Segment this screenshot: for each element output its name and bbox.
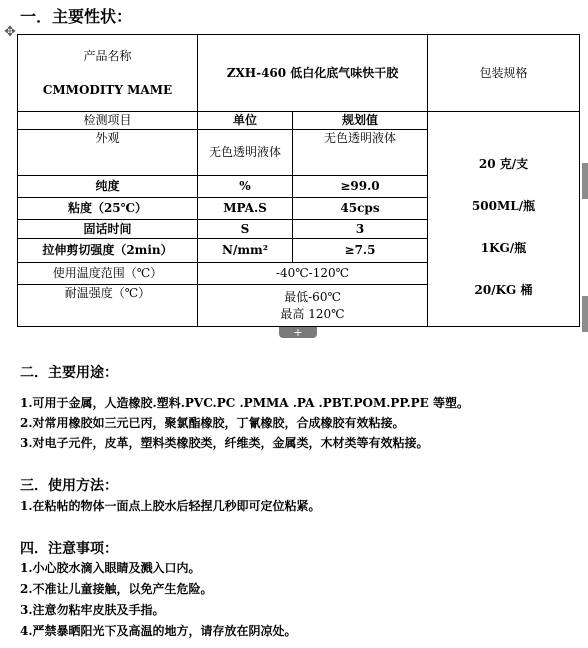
usage-item: 2.对常用橡胶如三元已丙，聚氯酯橡胶，丁氰橡胶，合成橡胶有效粘接。 [20,416,405,430]
scroll-tab[interactable] [582,296,588,332]
table-move-icon[interactable]: ✥ [4,24,16,40]
heat-resist-max: 最高 120℃ [280,306,345,321]
row-unit: 无色透明液体 [198,130,293,176]
usage-item: 3.对电子元件，皮革，塑料类橡胶类，纤维类，金属类，木材类等有效粘接。 [20,436,429,450]
scroll-tab[interactable] [582,163,588,199]
heat-resist-min: 最低-60℃ [284,289,341,304]
spec-table [17,34,580,327]
row-item: 拉伸剪切强度（2min） [18,239,198,263]
add-row-plus-icon[interactable]: + [279,327,317,338]
col-header-spec: 规划值 [293,112,428,130]
row-unit: MPA.S [198,198,293,220]
row-item: 外观 [18,130,198,176]
row-value: ≥7.5 [293,239,428,263]
col-header-item: 检测项目 [18,112,198,130]
section-4-title: 四．注意事项： [20,541,118,557]
caution-item: 1.小心胶水滴入眼睛及溅入口内。 [20,561,201,575]
caution-item: 4.严禁暴晒阳光下及高温的地方，请存放在阴凉处。 [20,624,297,638]
caution-item: 3.注意勿粘牢皮肤及手指。 [20,603,165,617]
row-value: 3 [293,220,428,239]
caution-item: 2.不准让儿童接触，以免产生危险。 [20,582,213,596]
packaging-option: 20/KG 桶 [474,283,533,297]
packaging-header: 包装规格 [428,35,580,112]
packaging-option: 20 克/支 [478,157,529,171]
section-1-title: 一．主要性状： [20,7,133,26]
row-value: 无色透明液体 [293,130,428,176]
row-value: ≥99.0 [293,176,428,198]
usage-item: 1.可用于金属，人造橡胶.塑料.PVC.PC .PMMA .PA .PBT.POM.PP.PE 等塑。 [20,396,469,410]
method-item: 1.在粘帖的物体一面点上胶水后轻捏几秒即可定位粘紧。 [20,499,321,513]
packaging-option: 500ML/瓶 [471,199,536,213]
row-unit: S [198,220,293,239]
row-unit: % [198,176,293,198]
row-item: 纯度 [18,176,198,198]
product-label-cell [18,35,198,112]
heat-resist-value [198,285,428,327]
col-header-unit: 单位 [198,112,293,130]
temp-range-value: -40℃-120℃ [198,263,428,285]
heat-resist-label: 耐温强度（℃） [18,285,198,327]
packaging-cell [428,112,580,327]
section-2-title: 二．主要用途： [20,365,118,381]
row-item: 固话时间 [18,220,198,239]
section-3-title: 三．使用方法： [20,478,118,494]
row-item: 粘度（25℃） [18,198,198,220]
temp-range-label: 使用温度范围（℃） [18,263,198,285]
row-unit: N/mm² [198,239,293,263]
packaging-option: 1KG/瓶 [480,241,527,255]
row-value: 45cps [293,198,428,220]
product-label-en: CMMODITY MAME [42,82,173,97]
product-name: ZXH-460 低白化底气味快干胶 [198,35,428,112]
product-label-cn: 产品名称 [83,48,132,63]
